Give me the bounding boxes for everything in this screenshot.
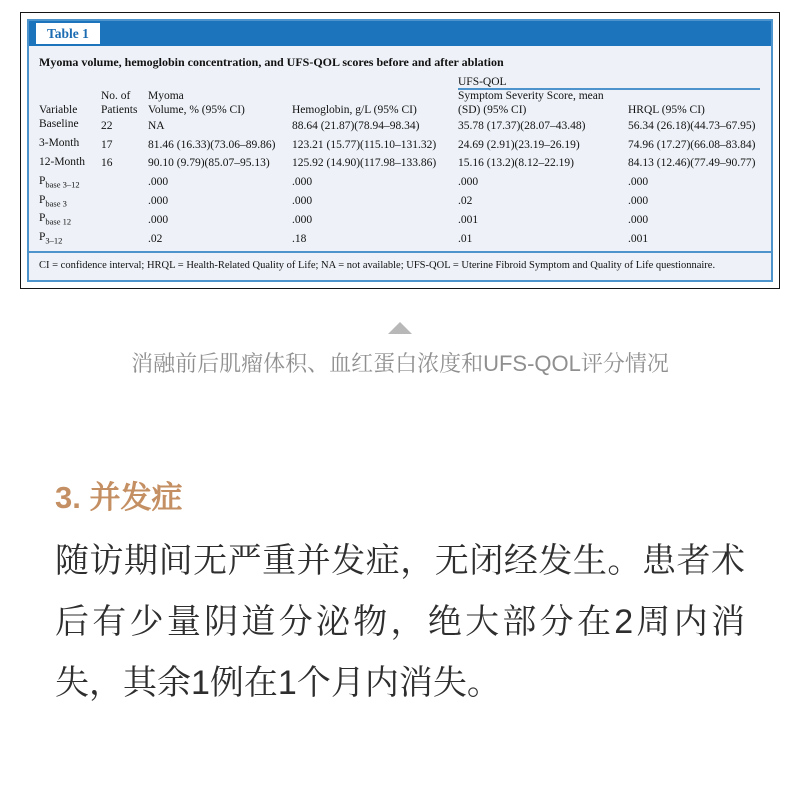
group-spacer-cell — [39, 76, 458, 89]
table-cell: .000 — [628, 214, 649, 227]
col-header-label: Myoma — [148, 90, 184, 102]
col-header-patients — [101, 89, 148, 117]
table1-header-bar — [29, 21, 771, 46]
table-row-p-base-3 — [39, 193, 760, 212]
table-cell — [101, 193, 148, 212]
col-header-label: (SD) (95% CI) — [458, 103, 527, 116]
table-cell: .02 — [458, 195, 473, 208]
section-paragraph: 随访期间无严重并发症，无闭经发生。患者术后有少量阴道分泌物，绝大部分在2周内消失，其余1例在1个月内消失。 — [55, 542, 745, 702]
table-cell: 24.69 (2.91)(23.19–26.19) — [458, 138, 580, 151]
table-cell: .000 — [148, 214, 169, 227]
col-header-hemoglobin — [292, 89, 458, 117]
table-cell: 15.16 (13.2)(8.12–22.19) — [458, 157, 574, 170]
group-header-row — [39, 76, 760, 89]
table-cell: .000 — [628, 176, 649, 189]
column-header-row — [39, 89, 760, 117]
table-figure — [20, 12, 780, 289]
table-cell: 90.10 (9.79)(85.07–95.13) — [148, 157, 270, 170]
table-cell: .01 — [458, 232, 473, 245]
table-cell — [101, 211, 148, 230]
table-cell: 88.64 (21.87)(78.94–98.34) — [292, 119, 420, 132]
table-cell: NA — [148, 119, 165, 132]
triangle-up-icon — [388, 322, 412, 334]
table1-title: Myoma volume, hemoglobin concentration, and UFS-QOL scores before and after ablation — [39, 55, 504, 69]
table-cell: 35.78 (17.37)(28.07–43.48) — [458, 119, 586, 132]
col-header-label: Variable — [39, 103, 78, 116]
table-cell: 123.21 (15.77)(115.10–131.32) — [292, 138, 437, 151]
col-header-label: Volume, % (95% CI) — [148, 103, 245, 116]
row-label: $P_{base 3}$ — [39, 193, 67, 208]
col-header-myoma-volume — [148, 89, 292, 117]
table-cell: 81.46 (16.33)(73.06–89.86) — [148, 138, 276, 151]
row-label: $P_{base 3-12}$ — [39, 174, 80, 189]
table-row-12month — [39, 155, 760, 174]
table-cell: 56.34 (26.18)(44.73–67.95) — [628, 119, 756, 132]
table-cell: 84.13 (12.46)(77.49–90.77) — [628, 157, 756, 170]
table-row-3month — [39, 136, 760, 155]
table-cell: .001 — [628, 232, 649, 245]
table1-tab-label: Table 1 — [36, 23, 100, 44]
table-row-p-base-12 — [39, 211, 760, 230]
table1 — [39, 76, 760, 249]
table-cell: .000 — [292, 176, 313, 189]
table-cell — [101, 174, 148, 193]
table-cell: .000 — [458, 176, 479, 189]
table-cell: .18 — [292, 232, 307, 245]
table-row-p-base-3-12 — [39, 174, 760, 193]
col-header-label: HRQL (95% CI) — [628, 103, 705, 116]
table-cell: .000 — [148, 176, 169, 189]
table-cell: .000 — [628, 195, 649, 208]
col-header-symptom-severity — [458, 89, 628, 117]
table-cell: .000 — [292, 214, 313, 227]
table-row-baseline — [39, 117, 760, 136]
table-row-p-3-12 — [39, 230, 760, 249]
col-header-label: Hemoglobin, g/L (95% CI) — [292, 103, 417, 116]
table-cell: 17 — [101, 138, 113, 151]
table-cell: .000 — [292, 195, 313, 208]
row-label: 12-Month — [39, 155, 85, 168]
col-header-label: Symptom Severity Score, mean — [458, 90, 604, 102]
figure-caption: 消融前后肌瘤体积、血红蛋白浓度和UFS-QOL评分情况 — [131, 351, 669, 376]
table1-footnote: CI = confidence interval; HRQL = Health-Related Quality of Life; NA = not available; UFS-QOL = Uterine Fibroid Symptom and Quality of Life questionnaire. — [29, 251, 771, 280]
row-label: Baseline — [39, 118, 79, 130]
table-cell: 125.92 (14.90)(117.98–133.86) — [292, 157, 437, 170]
table-cell: 22 — [101, 119, 113, 132]
col-header-label: No. of — [101, 90, 131, 102]
table-cell: .000 — [148, 195, 169, 208]
col-header-label: Patients — [101, 103, 138, 116]
ufsqol-group-header: UFS-QOL — [458, 76, 760, 89]
row-label: $P_{base 12}$ — [39, 212, 72, 227]
row-label: 3-Month — [39, 136, 80, 149]
col-header-hrql — [628, 89, 760, 117]
table-cell: .001 — [458, 214, 479, 227]
table-cell: 74.96 (17.27)(66.08–83.84) — [628, 138, 756, 151]
table-cell — [101, 230, 148, 249]
section-heading: 3. 并发症 — [55, 480, 183, 515]
col-header-variable — [39, 89, 101, 117]
table1-container — [27, 19, 773, 282]
table-cell: 16 — [101, 157, 113, 170]
table-cell: .02 — [148, 232, 163, 245]
row-label: $P_{3-12}$ — [39, 231, 63, 246]
